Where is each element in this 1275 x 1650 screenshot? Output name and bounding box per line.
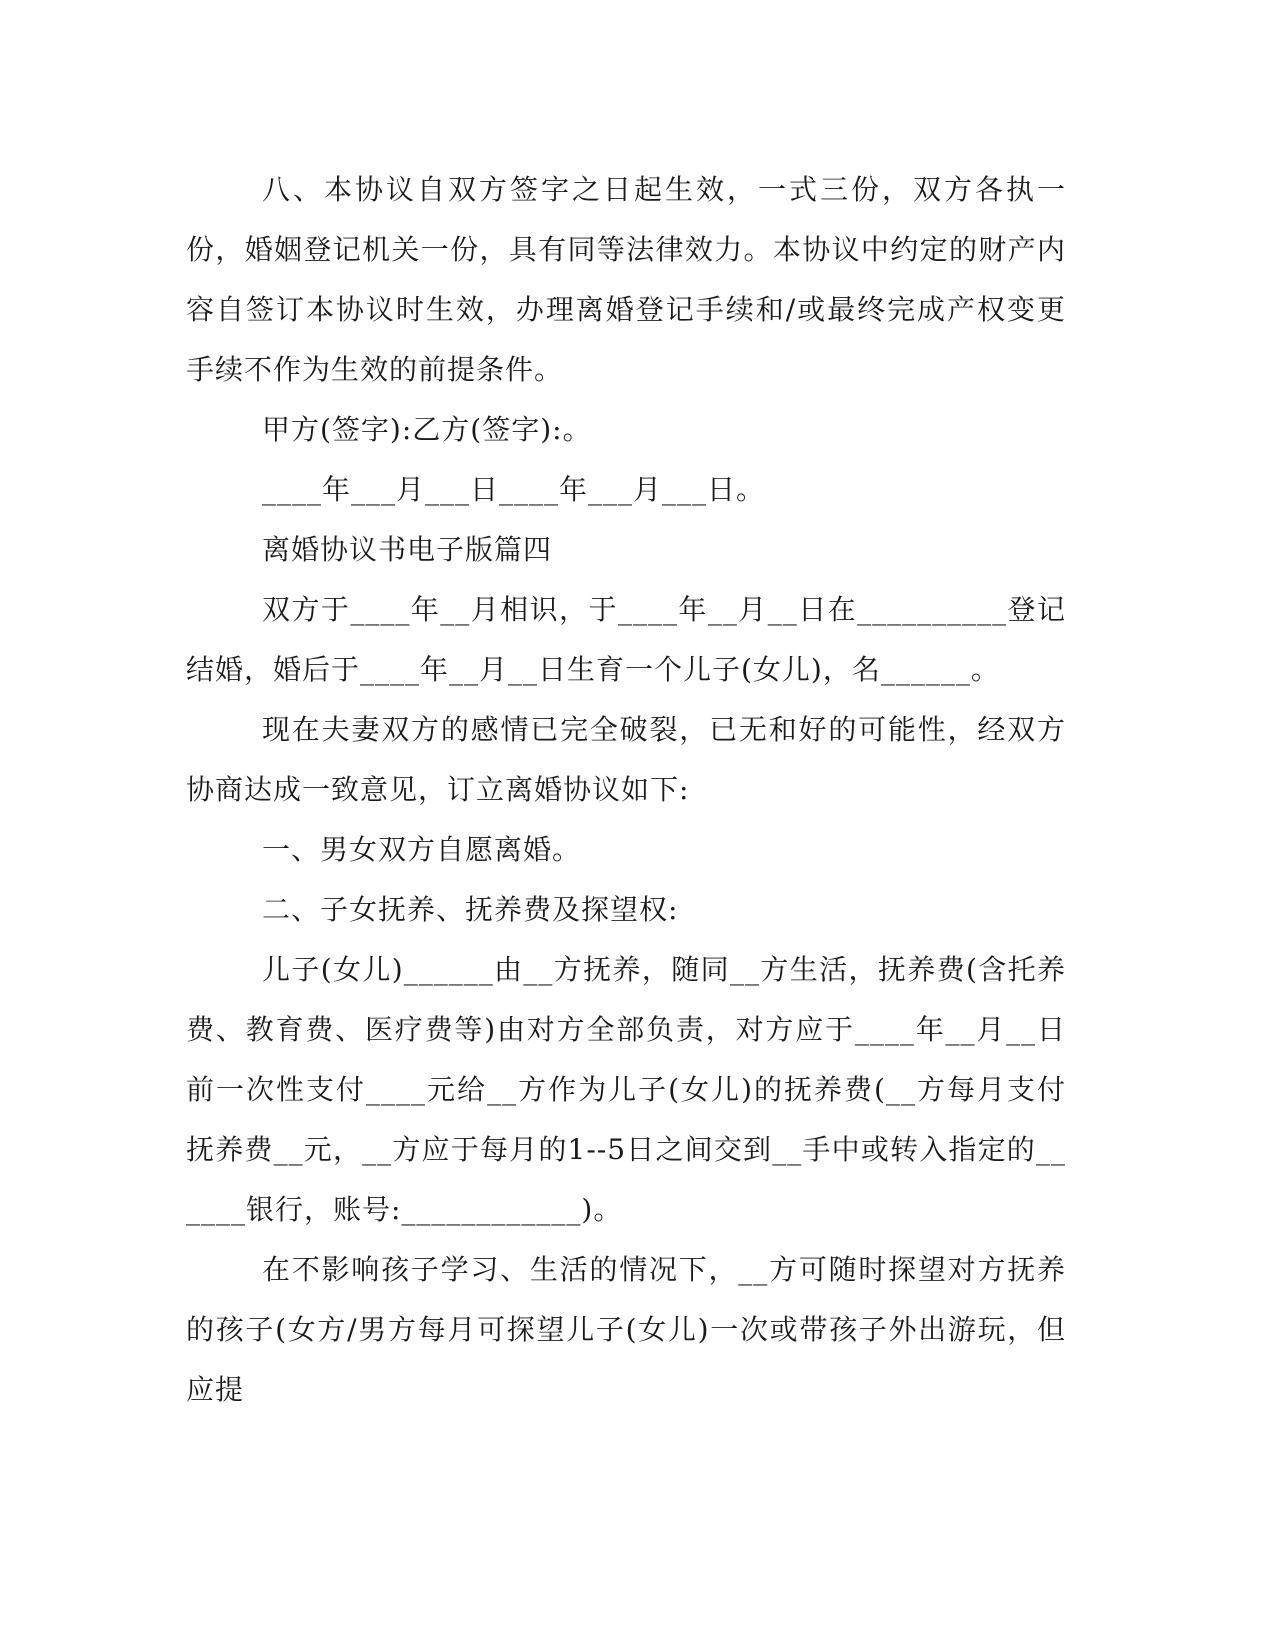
paragraph-marriage-info: 双方于____年__月相识，于____年__月__日在__________登记结婚，婚后于____年__月__日生育一个儿子(女儿)，名______。: [186, 593, 1066, 686]
paragraph-clause-8: 八、本协议自双方签字之日起生效，一式三份，双方各执一份，婚姻登记机关一份，具有同等法律效力。本协议中约定的财产内容自签订本协议时生效，办理离婚登记手续和/或最终完成产权变更手续不作为生效的前提条件。: [186, 173, 1066, 386]
date-line: ____年___月___日____年___月___日。: [262, 473, 766, 506]
paragraph-agreement-intro: 现在夫妻双方的感情已完全破裂，已无和好的可能性，经双方协商达成一致意见，订立离婚协议如下:: [186, 713, 1066, 806]
clause-2-heading: 二、子女抚养、抚养费及探望权:: [262, 893, 679, 926]
signature-line: 甲方(签字):乙方(签字):。: [262, 413, 592, 446]
paragraph-visitation: 在不影响孩子学习、生活的情况下，__方可随时探望对方抚养的孩子(女方/男方每月可探望儿子(女儿)一次或带孩子外出游玩，但应提: [186, 1253, 1066, 1406]
clause-1: 一、男女双方自愿离婚。: [262, 833, 582, 866]
document-body: [186, 160, 1066, 1420]
section-heading: 离婚协议书电子版篇四: [262, 533, 553, 566]
paragraph-child-support: 儿子(女儿)______由__方抚养，随同__方生活，抚养费(含托养费、教育费、医疗费等)由对方全部负责，对方应于____年__月__日前一次性支付____元给__方作为儿子(女儿)的抚养费(__方每月支付抚养费__元，__方应于每月的1--5日之间交到__手中或转入指定的______银行，账号:____________)。: [186, 953, 1066, 1226]
